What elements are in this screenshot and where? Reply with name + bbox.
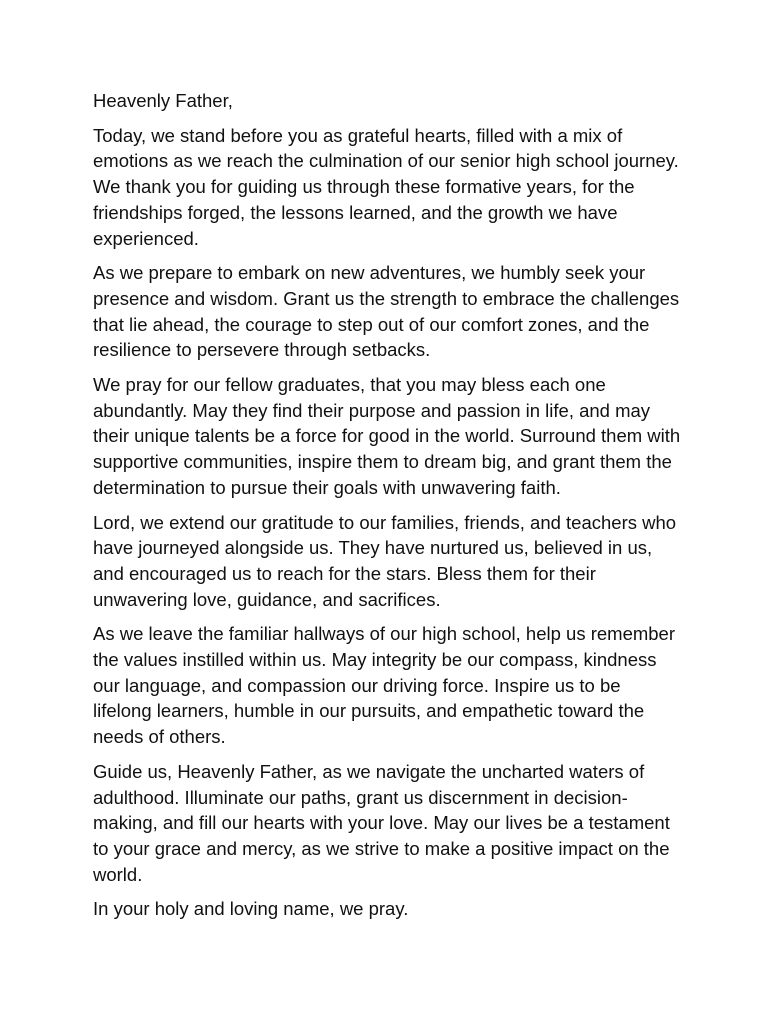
- document-page: [93, 88, 683, 922]
- closing-line: In your holy and loving name, we pray.: [93, 898, 409, 920]
- paragraph-fellow-graduates: We pray for our fellow graduates, that you may bless each one abundantly. May they find their purpose and passion in life, and may their unique talents be a force for good in the world. Surround them with supportive communities, inspire them to dream big, and grant them the determination to pursue their goals with unwavering faith.: [93, 374, 681, 498]
- salutation: Heavenly Father,: [93, 90, 233, 111]
- paragraph-families-teachers: Lord, we extend our gratitude to our families, friends, and teachers who have journeyed alongside us. They have nurtured us, believed in us, and encouraged us to reach for the stars. Bless them for their unwavering love, guidance, and sacrifices.: [93, 511, 677, 610]
- paragraph-new-adventures: As we prepare to embark on new adventures, we humbly seek your presence and wisdom. Grant us the strength to embrace the challenges that lie ahead, the courage to step out of our comfort zones, and the resilience to persevere through setbacks.: [93, 262, 680, 361]
- paragraph-gratitude: Today, we stand before you as grateful hearts, filled with a mix of emotions as we reach the culmination of our senior high school journey. We thank you for guiding us through these formative years, for the friendships forged, the lessons learned, and the growth we have experienced.: [93, 124, 679, 249]
- paragraph-values: As we leave the familiar hallways of our high school, help us remember the values instilled within us. May integrity be our compass, kindness our language, and compassion our driving force. Inspire us to be lifelong learners, humble in our pursuits, and empathetic toward the needs of others.: [93, 623, 676, 748]
- paragraph-adulthood: Guide us, Heavenly Father, as we navigate the uncharted waters of adulthood. Illuminate our paths, grant us discernment in decision-making, and fill our hearts with your love. May our lives be a testament to your grace and mercy, as we strive to make a positive impact on the world.: [93, 760, 670, 885]
